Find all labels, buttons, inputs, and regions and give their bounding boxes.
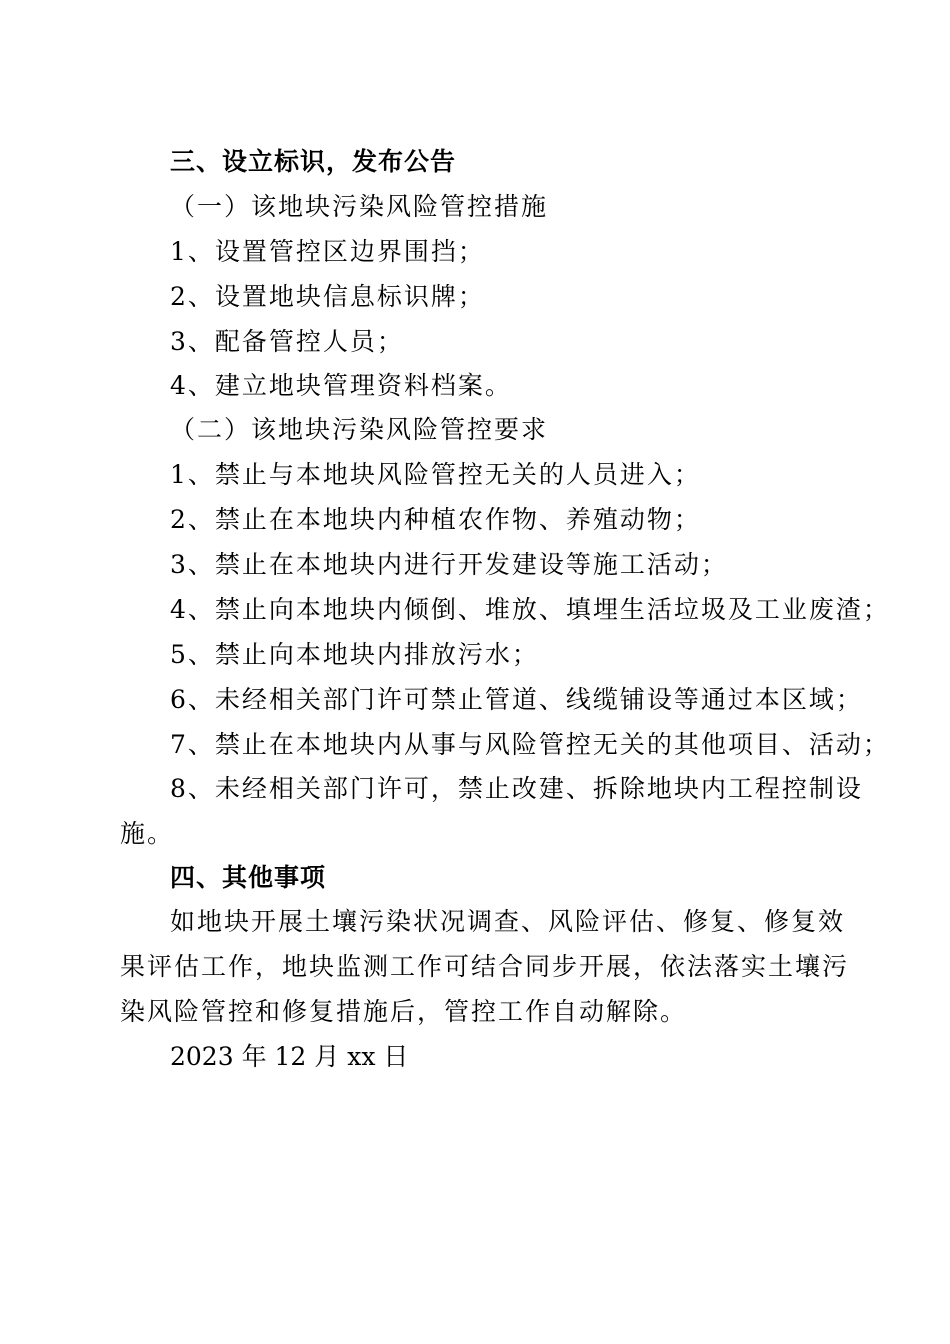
requirement-item-continuation: 施。	[120, 819, 175, 848]
subsection-1-title: （一）该地块污染风险管控措施	[170, 192, 549, 221]
measure-item: 2、设置地块信息标识牌；	[170, 282, 485, 311]
requirement-item: 5、禁止向本地块内排放污水；	[170, 640, 539, 669]
requirement-item: 8、未经相关部门许可，禁止改建、拆除地块内工程控制设	[170, 774, 863, 803]
section-4-heading: 四、其他事项	[170, 863, 327, 892]
measure-item: 4、建立地块管理资料档案。	[170, 371, 512, 400]
requirement-item: 3、禁止在本地块内进行开发建设等施工活动；	[170, 550, 728, 579]
requirement-item: 7、禁止在本地块内从事与风险管控无关的其他项目、活动；	[170, 730, 890, 759]
paragraph-line: 染风险管控和修复措施后，管控工作自动解除。	[120, 997, 688, 1026]
paragraph-line: 如地块开展土壤污染状况调查、风险评估、修复、修复效	[170, 907, 846, 936]
requirement-item: 2、禁止在本地块内种植农作物、养殖动物；	[170, 505, 701, 534]
requirement-item: 1、禁止与本地块风险管控无关的人员进入；	[170, 460, 701, 489]
requirement-item: 4、禁止向本地块内倾倒、堆放、填埋生活垃圾及工业废渣；	[170, 595, 890, 624]
measure-item: 3、配备管控人员；	[170, 327, 404, 356]
measure-item: 1、设置管控区边界围挡；	[170, 237, 485, 266]
document-date: 2023 年 12 月 xx 日	[170, 1042, 409, 1071]
requirement-item: 6、未经相关部门许可禁止管道、线缆铺设等通过本区域；	[170, 685, 863, 714]
subsection-2-title: （二）该地块污染风险管控要求	[170, 415, 549, 444]
section-3-heading: 三、设立标识，发布公告	[170, 147, 457, 176]
paragraph-line: 果评估工作，地块监测工作可结合同步开展，依法落实土壤污	[120, 952, 850, 981]
